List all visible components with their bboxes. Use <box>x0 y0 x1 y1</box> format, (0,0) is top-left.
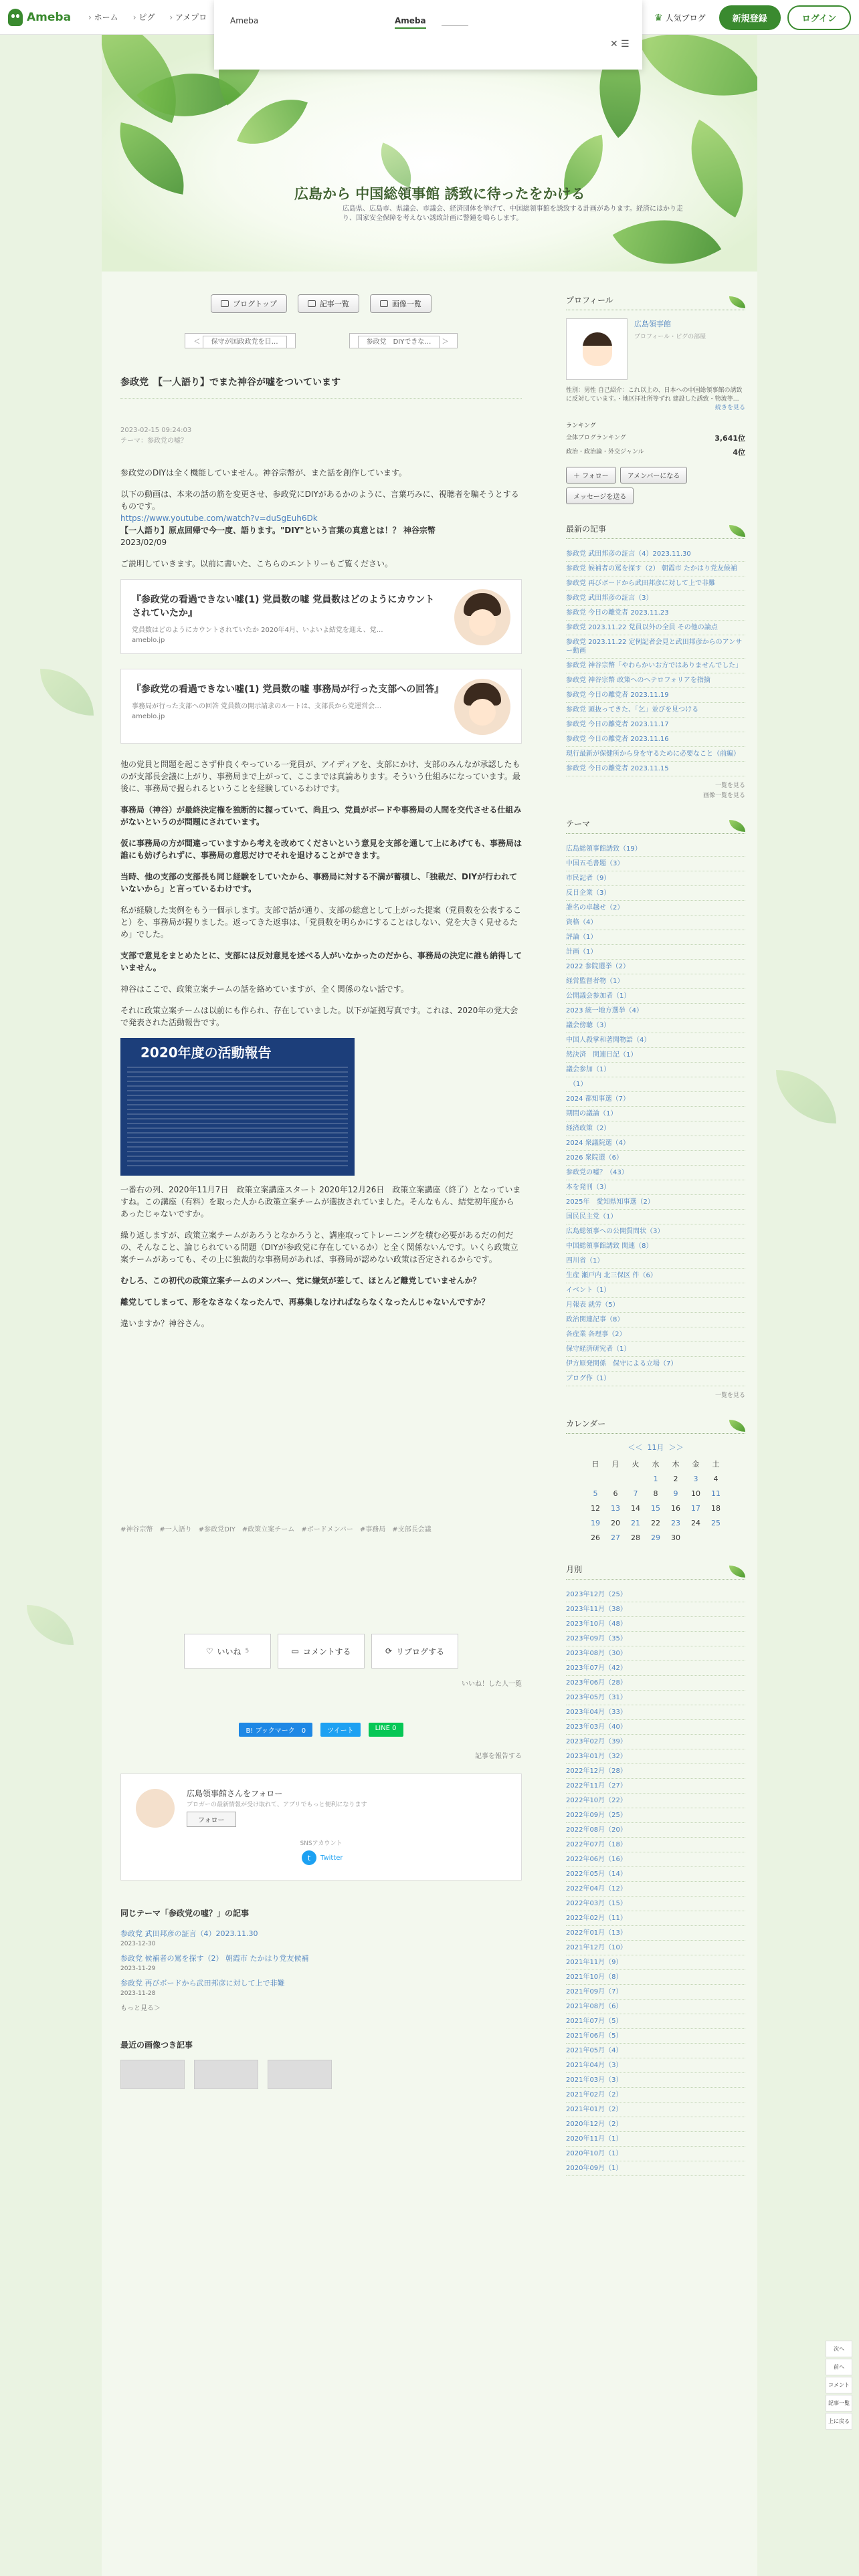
calendar-day[interactable]: 19 <box>591 1518 600 1527</box>
archive-item[interactable]: 2023年10月（48） <box>566 1617 745 1632</box>
link-card-site: ameblo.jp <box>132 637 165 644</box>
list-item[interactable]: 参政党 再びボードから武田邦彦に対して上で非難 2023-11-28 <box>120 1979 285 1997</box>
archive-item[interactable]: 2020年12月（2） <box>566 2117 745 2132</box>
calendar-day[interactable]: 9 <box>673 1489 678 1498</box>
recent-entry-item[interactable]: 参政党 武田邦彦の証言（4）2023.11.30 <box>566 547 745 562</box>
recent-entry-item[interactable]: 参政党 今日の離党者 2023.11.16 <box>566 732 745 747</box>
entry-actions <box>120 1634 522 1669</box>
foliage-decoration <box>776 1070 836 1123</box>
recent-entry-item[interactable]: 参政党 2023.11.22 党員以外の全員 その他の論点 <box>566 621 745 635</box>
archive-item[interactable]: 2023年04月（33） <box>566 1705 745 1720</box>
archive-heading: 月別 <box>566 1564 745 1580</box>
entry-paragraph: 神谷はここで、政策立案チームの話を絡めていますが、全く関係のない話です。 <box>120 984 409 994</box>
archive-item[interactable]: 2022年05月（14） <box>566 1867 745 1882</box>
archive-item[interactable]: 2021年04月（3） <box>566 2058 745 2073</box>
entry-paragraph: 違いますか？神谷さん。 <box>120 1319 209 1328</box>
top-nav <box>88 11 207 23</box>
theme-item[interactable]: 2025年 愛知県知事選（2） <box>566 1195 745 1210</box>
weekday-label: 日 <box>591 1460 599 1469</box>
archive-item[interactable]: 2023年09月（35） <box>566 1632 745 1646</box>
archive-item[interactable]: 2021年05月（4） <box>566 2044 745 2058</box>
entry-paragraph: 参政党のDIYは全く機能していません。神谷宗幣が、また話を創作しています。 <box>120 468 407 477</box>
archive-item[interactable]: 2021年07月（5） <box>566 2014 745 2029</box>
read-more-link[interactable]: 続きを見る <box>714 405 745 411</box>
follow-title: 広島領事館さんをフォロー <box>187 1789 283 1798</box>
calendar-day <box>686 1530 706 1545</box>
theme-item[interactable]: 資格（4） <box>566 916 745 930</box>
nav-home[interactable]: › ホーム <box>88 11 118 23</box>
entry-paragraph: 仮に事務局の方が間違っていますから考えを改めてくださいという意見を支部を通して上にあげても、事務局は誰にも妨げられずに、事務局の意思だけでそれを退けることができます。 <box>120 839 522 860</box>
hashtag[interactable]: #一人語り <box>159 1526 192 1533</box>
theme-item[interactable]: 四川省（1） <box>566 1254 745 1269</box>
sidebar <box>566 294 745 2176</box>
avatar <box>136 1789 175 1828</box>
theme-item[interactable]: 2023 統一地方選挙（4） <box>566 1004 745 1018</box>
theme-item[interactable]: 各産業 各理事（2） <box>566 1327 745 1342</box>
theme-item[interactable]: 保守経済研究者（1） <box>566 1342 745 1357</box>
blog-header <box>102 35 757 272</box>
follow-button[interactable]: フォロー <box>187 1812 236 1827</box>
entry-body <box>120 467 522 1329</box>
avatar-thumbnail <box>454 679 510 735</box>
recent-images-link[interactable]: 画像一覧を見る <box>702 792 745 799</box>
leaf-decoration <box>613 191 722 272</box>
theme-item[interactable]: 参政党の嘘？（43） <box>566 1166 745 1180</box>
list-icon <box>308 300 316 307</box>
ranking-heading: ランキング <box>566 423 596 429</box>
prev-entry-link[interactable]: ＜ 保守が国政政党を目… <box>185 333 295 348</box>
theme-item[interactable]: 市民記者（9） <box>566 871 745 886</box>
ranking-row[interactable]: 政治・政治論・外交ジャンル 4位 <box>566 448 745 457</box>
calendar-prev[interactable]: ＜＜ <box>628 1443 643 1452</box>
camera-icon <box>380 300 388 307</box>
hashtag[interactable]: #神谷宗幣 <box>120 1526 153 1533</box>
theme-item[interactable]: 中国総領事館誘致 関連（8） <box>566 1239 745 1254</box>
entry-paragraph: むしろ、この初代の政策立案チームのメンバー、党に嫌気が差して、ほとんど離党していませんか？ <box>120 1276 481 1285</box>
foliage-decoration <box>40 669 94 716</box>
link-card-site: ameblo.jp <box>132 713 165 720</box>
profile-text: 性別：男性 自己紹介：これ以上の、日本への中国総領事館の誘致に反対しています。・地区拝社所等ずれ 建設した誘致・物流等… 続きを見る <box>566 387 745 411</box>
menu-icon[interactable]: ☰ <box>621 39 630 49</box>
floating-nav <box>826 2341 852 2430</box>
calendar-day[interactable]: 5 <box>593 1489 598 1498</box>
archive-item[interactable]: 2021年08月（6） <box>566 2000 745 2014</box>
theme-item[interactable]: 生産 瀬戸内 北三保区 件（6） <box>566 1269 745 1283</box>
archive-item[interactable]: 2023年07月（42） <box>566 1661 745 1676</box>
archive-item[interactable]: 2022年09月（25） <box>566 1808 745 1823</box>
theme-item[interactable]: 誰名の卓越せ（2） <box>566 901 745 916</box>
leaf-decoration <box>237 84 308 159</box>
recent-entry-item[interactable]: 参政党 2023.11.22 定例記者会見と武田邦彦からのアンサー動画 <box>566 635 745 659</box>
amember-button[interactable]: アメンバーになる <box>620 467 688 484</box>
theme-item[interactable]: 2024 衆議院選（4） <box>566 1136 745 1151</box>
theme-item[interactable]: 広島総領事館誘致（19） <box>566 842 745 857</box>
theme-item[interactable]: 議会参加（1） <box>566 1063 745 1077</box>
link-card-title: 『参政党の看過できない嘘(1) 党員数の嘘 事務局が行った支部への回答』 <box>132 684 444 695</box>
recent-entry-item[interactable]: 参政党 今日の離党者 2023.11.17 <box>566 718 745 732</box>
archive-item[interactable]: 2022年01月（13） <box>566 1926 745 1941</box>
profile-name[interactable]: 広島領事館 <box>634 320 671 328</box>
theme-item[interactable]: 広島総領事への公開質問状（3） <box>566 1224 745 1239</box>
float-top[interactable]: 上に戻る <box>826 2413 852 2430</box>
calendar-day[interactable]: 27 <box>611 1533 620 1542</box>
theme-item[interactable]: 月報表 就労（5） <box>566 1298 745 1313</box>
theme-item[interactable]: 本を発刊（3） <box>566 1180 745 1195</box>
calendar <box>585 1442 726 1545</box>
twitter-link[interactable]: t Twitter <box>302 1850 343 1865</box>
weekday-label: 月 <box>611 1460 619 1469</box>
archive-item[interactable]: 2022年12月（28） <box>566 1764 745 1779</box>
related-heading: 同じテーマ「参政党の嘘？」の記事 <box>120 1909 250 1918</box>
theme-item[interactable]: 然決済 関連日記（1） <box>566 1048 745 1063</box>
weekday-label: 水 <box>652 1460 660 1469</box>
weekday-label: 火 <box>632 1460 640 1469</box>
calendar-day[interactable]: 28 <box>631 1533 640 1542</box>
calendar-grid <box>585 1457 726 1545</box>
float-comment[interactable]: コメント <box>826 2377 852 2393</box>
recent-entry-item[interactable]: 参政党 再びボードから武田邦彦に対して上で非難 <box>566 576 745 591</box>
entry-paragraph: 事務局（神谷）が最終決定権を独断的に握っていて、尚且つ、党員がボードや事務局の人間を交代させる仕組みがないというのが問題にされています。 <box>120 805 522 827</box>
iine-users-link[interactable]: いいね！した人一覧 <box>462 1681 522 1688</box>
ranking <box>566 421 745 457</box>
hashtag[interactable]: #事務局 <box>359 1526 386 1533</box>
leaf-decoration <box>638 35 757 123</box>
recent-entry-item[interactable]: 参政党 今日の離党者 2023.11.23 <box>566 606 745 621</box>
theme-item[interactable]: 評論（1） <box>566 930 745 945</box>
sidebar-actions <box>566 467 745 504</box>
calendar-day[interactable]: 12 <box>591 1503 600 1513</box>
calendar-day[interactable]: 10 <box>691 1489 700 1498</box>
theme-item[interactable]: 反日企業（3） <box>566 886 745 901</box>
calendar-day[interactable]: 3 <box>693 1474 698 1483</box>
main-column <box>120 294 522 2089</box>
calendar-day[interactable]: 2 <box>673 1474 678 1483</box>
latest-images <box>120 2060 522 2089</box>
archive-item[interactable]: 2022年06月（16） <box>566 1852 745 1867</box>
entry-paragraph: 支部で意見をまとめたとに、支部には反対意見を述べる人がいなかったのだから、事務局の決定に誰も納得していません。 <box>120 951 522 972</box>
archive-item[interactable]: 2021年06月（5） <box>566 2029 745 2044</box>
hashtags <box>120 1523 522 1533</box>
list-item[interactable]: 参政党 武田邦彦の証言（4）2023.11.30 2023-12-30 <box>120 1929 258 1947</box>
calendar-day[interactable]: 18 <box>711 1503 721 1513</box>
calendar-day <box>605 1471 626 1486</box>
calendar-day[interactable]: 8 <box>653 1489 658 1498</box>
entry-paragraph: 当時、他の支部の支部長も同じ経験をしていたから、事務局に対する不満が蓄積し、「独裁だ、DIYが行われていないから」と言っているわけです。 <box>120 872 518 893</box>
recent-entry-item[interactable]: 参政党 頭抜ってきた、「乞」並びを見つける <box>566 703 745 718</box>
hashtag[interactable]: #参政党DIY <box>198 1526 235 1533</box>
calendar-day[interactable]: 30 <box>671 1533 680 1542</box>
ameba-logo[interactable]: Ameba <box>8 9 71 26</box>
archive-item[interactable]: 2021年03月（3） <box>566 2073 745 2088</box>
float-entry-list[interactable]: 記事一覧 <box>826 2395 852 2411</box>
theme-item[interactable]: 期間の議論（1） <box>566 1107 745 1121</box>
home-icon <box>221 300 229 307</box>
comment-icon: ▭ <box>291 1646 299 1656</box>
comment-button[interactable]: ▭ コメントする <box>278 1634 365 1669</box>
search-scope-label: Ameba <box>230 16 259 25</box>
archive-item[interactable]: 2022年08月（20） <box>566 1823 745 1838</box>
recent-entries <box>566 547 745 776</box>
avatar-thumbnail <box>454 589 510 645</box>
calendar-day[interactable]: 7 <box>633 1489 638 1498</box>
recent-entry-item[interactable]: 参政党 候補者の罵を探す（2） 朝霞市 たかはり党友候補 <box>566 562 745 576</box>
hashtag[interactable]: #支部長会議 <box>392 1526 432 1533</box>
float-next[interactable]: 次へ <box>826 2341 852 2357</box>
archive-item[interactable]: 2021年12月（10） <box>566 1941 745 1955</box>
theme-item[interactable]: （1） <box>566 1077 745 1092</box>
entry-title[interactable]: 参政党 【一人語り】でまた神谷が嘘をついています <box>120 375 522 399</box>
blog-title[interactable]: 広島から 中国総領事館 誘致に待ったをかける <box>294 186 585 202</box>
archive-item[interactable]: 2023年11月（38） <box>566 1602 745 1617</box>
calendar-day[interactable]: 17 <box>691 1503 700 1513</box>
sns-account-label: SNSアカウント <box>300 1840 343 1847</box>
profile <box>566 318 745 380</box>
reblog-icon: ⟳ <box>385 1646 393 1656</box>
calendar-day <box>706 1530 726 1545</box>
iine-button[interactable]: ♡ いいね 5 <box>184 1634 271 1669</box>
theme-item[interactable]: 2026 衆院選（6） <box>566 1151 745 1166</box>
calendar-next[interactable]: ＞＞ <box>668 1443 684 1452</box>
report-rows <box>127 1066 348 1166</box>
archive-item[interactable]: 2023年06月（28） <box>566 1676 745 1691</box>
calendar-day[interactable]: 13 <box>611 1503 620 1513</box>
theme-item[interactable]: 国民民主党（1） <box>566 1210 745 1224</box>
leaf-decoration <box>110 122 193 195</box>
search-input[interactable] <box>442 25 468 26</box>
recent-entry-item[interactable]: 参政党 武田邦彦の証言（3） <box>566 591 745 606</box>
calendar-day[interactable]: 6 <box>613 1489 618 1498</box>
entry-paragraph: 他の党員と問題を起こさず仲良くやっている一党員が、アイディアを、支部にかけ、支部のみんなが承認したものが支部長会議に上がり、事務局まで上がって、ここまでは真論あります。そういう仕組みになっています。最後に、事務局で握られるということを経験しているわけです。 <box>120 760 520 793</box>
link-card-desc: 事務局が行った支部への回答 党員数の開示請求のルートは、支部長から党運営会… <box>132 703 382 710</box>
recent-entry-item[interactable]: 参政党 今日の離党者 2023.11.19 <box>566 688 745 703</box>
weekday-label: 木 <box>672 1460 680 1469</box>
entry-paragraph: 離党してしまって、形をなさなくなったんで、再募集しなければならなくなったんじゃないんですか？ <box>120 1297 490 1307</box>
latest-image-thumb[interactable] <box>194 2060 258 2089</box>
theme-more-link[interactable]: 一覧を見る <box>714 1392 745 1399</box>
latest-images-heading: 最近の画像つき記事 <box>120 2040 193 2050</box>
theme-heading: テーマ <box>566 818 745 834</box>
foliage-decoration <box>27 1605 74 1645</box>
archive-item[interactable]: 2023年01月（32） <box>566 1749 745 1764</box>
entry-paragraph: 以下の動画は、本来の話の筋を変更させ、参政党にDIYがあるかのように、言葉巧みに、視聴者を騙そうとするものです。 https://www.youtube.com/watch?v=duSgEuh6Dk 【一人語り】原点回帰で今一度、語ります。"DIY"という言葉の真意とは！？ 神谷宗幣 2023/02/09 <box>120 490 519 547</box>
entry-paragraph: ご説明していきます。以前に書いた、こちらのエントリーもご覧ください。 <box>120 559 393 568</box>
nav-amepro[interactable]: › アメプロ <box>169 11 207 23</box>
calendar-day[interactable]: 22 <box>651 1518 660 1527</box>
twitter-icon: t <box>302 1850 316 1865</box>
theme-item[interactable]: 経済政策（2） <box>566 1121 745 1136</box>
calendar-day[interactable]: 1 <box>653 1474 658 1483</box>
archive-item[interactable]: 2022年10月（22） <box>566 1794 745 1808</box>
blog-top-button[interactable]: ブログトップ <box>211 294 287 313</box>
list-item[interactable]: 参政党 候補者の罵を探す（2） 朝霞市 たかはり党友候補 2023-11-29 <box>120 1954 309 1972</box>
report-entry-link[interactable]: 記事を報告する <box>475 1753 522 1760</box>
search-panel <box>214 0 642 70</box>
weekday-label: 土 <box>712 1460 720 1469</box>
ranking-row[interactable]: 全体ブログランキング 3,641位 <box>566 434 745 443</box>
share-buttons <box>120 1723 522 1737</box>
calendar-day <box>626 1471 646 1486</box>
calendar-day[interactable]: 16 <box>671 1503 680 1513</box>
message-button[interactable]: メッセージを送る <box>566 488 634 504</box>
close-icon[interactable]: ✕ <box>610 39 618 49</box>
archive-item[interactable]: 2023年08月（30） <box>566 1646 745 1661</box>
calendar-day[interactable]: 29 <box>651 1533 660 1542</box>
latest-image-thumb[interactable] <box>120 2060 185 2089</box>
recent-entry-item[interactable]: 現行最新が保健所から身を守るために必要なこと（前編） <box>566 747 745 762</box>
recent-entry-item[interactable]: 参政党 今日の離党者 2023.11.15 <box>566 762 745 776</box>
heart-icon: ♡ <box>205 1646 213 1656</box>
profile-heading: プロフィール <box>566 294 745 310</box>
nav-pigg[interactable]: › ピグ <box>133 11 155 23</box>
theme-item[interactable]: 公開議会参加者（1） <box>566 989 745 1004</box>
entry-paragraph: 一番右の列、2020年11月7日 政策立案講座スタート 2020年12月26日 政策立案講座（終了）となっていますね。この講座（有料）を取った人から政策立案チームが選抜されていました。そんなもん、結党初年度からあったじゃないですか。 <box>120 1185 521 1218</box>
recent-entry-item[interactable]: 参政党 神谷宗幣「やわらかいお方ではありませんでした」 <box>566 659 745 673</box>
related-list <box>120 1928 522 1997</box>
leaf-decoration <box>666 120 757 218</box>
leaf-decoration <box>371 142 420 188</box>
blog-description: 広島県、広島市、県議会、市議会、経済団体を挙げて、中国総領事館を誘致する計画があります。経済にはかり走り、国家安全保障を考えない誘致計画に警鐘を鳴らします。 <box>343 205 683 222</box>
archive-item[interactable]: 2023年02月（39） <box>566 1735 745 1749</box>
calendar-day[interactable]: 25 <box>711 1518 721 1527</box>
entry-paragraph: 繰り返しますが、政策立案チームがあろうとなかろうと、講座取ってトレーニングを積む必要があるだの何だの、そんなこと、論じられている問題（DIYが参政党に存在しているか）と全く関係ないんです。いくら政策立案チームがあっても、その上に独裁的な事務局があれば、事務局が認めない政策は否定されるからです。 <box>120 1230 518 1264</box>
hashtag[interactable]: #政策立案チーム <box>242 1526 295 1533</box>
blog-nav <box>120 294 522 313</box>
calendar-heading: カレンダー <box>566 1418 745 1434</box>
hashtag[interactable]: #ボードメンバー <box>301 1526 353 1533</box>
calendar-day[interactable]: 14 <box>631 1503 640 1513</box>
archive-item[interactable]: 2022年04月（12） <box>566 1882 745 1897</box>
profile-avatar[interactable] <box>566 318 628 380</box>
register-button[interactable]: 新規登録 <box>719 5 781 30</box>
archive-item[interactable]: 2023年12月（25） <box>566 1588 745 1602</box>
calendar-day[interactable]: 23 <box>671 1518 680 1527</box>
entry-paragraph: 私が経験した実例をもう一個示します。支部で話が通り、支部の総意として上がった提案（党員数を公表すること）を、事務局が握りました。返ってきた返事は、「党員数を明らかにすることはしない、党を大きく見せるため」でした。 <box>120 905 522 939</box>
recent-heading: 最新の記事 <box>566 523 745 539</box>
reblog-button[interactable]: ⟳ リブログする <box>371 1634 458 1669</box>
theme-item[interactable]: 経営監督者物（1） <box>566 974 745 989</box>
recent-entry-item[interactable]: 参政党 神谷宗幣 政策へのヘテロフォリアを指摘 <box>566 673 745 688</box>
calendar-day[interactable]: 24 <box>691 1518 700 1527</box>
calendar-month: ＜＜ 11月 ＞＞ <box>628 1443 684 1452</box>
theme-item[interactable]: 2022 参院選挙（2） <box>566 960 745 974</box>
archive-item[interactable]: 2020年11月（1） <box>566 2132 745 2147</box>
entry-pager <box>120 333 522 348</box>
entry-theme[interactable]: テーマ：参政党の嘘？ <box>120 437 187 445</box>
theme-item[interactable]: 2024 都知事選（7） <box>566 1092 745 1107</box>
calendar-day[interactable]: 4 <box>713 1474 719 1483</box>
archive-item[interactable]: 2021年10月（8） <box>566 1970 745 1985</box>
follow-description: ブロガーの最新情報が受け取れて、アプリでもっと便利になります <box>187 1802 367 1808</box>
entry-meta <box>120 425 522 447</box>
activity-report-image[interactable] <box>120 1038 355 1176</box>
follow-box <box>120 1774 522 1881</box>
entry-list-button[interactable]: 記事一覧 <box>298 294 359 313</box>
link-card-desc: 党員数はどのようにカウントされていたか 2020年4月、いよいよ結党を迎え、党… <box>132 627 383 634</box>
youtube-link[interactable]: https://www.youtube.com/watch?v=duSgEuh6Dk <box>120 514 318 523</box>
popular-blog-link[interactable]: ♛ 人気ブログ <box>654 12 706 23</box>
archive-item[interactable]: 2022年03月（15） <box>566 1897 745 1911</box>
tweet-button[interactable]: ツイート <box>320 1723 361 1737</box>
archive-item[interactable]: 2021年02月（2） <box>566 2088 745 2103</box>
archive-list <box>566 1588 745 2176</box>
link-card[interactable] <box>120 579 522 654</box>
archive-item[interactable]: 2022年02月（11） <box>566 1911 745 1926</box>
theme-item[interactable]: 計画（1） <box>566 945 745 960</box>
theme-item[interactable]: 政治関連記事（8） <box>566 1313 745 1327</box>
theme-item[interactable]: ブログ作（1） <box>566 1372 745 1386</box>
weekday-label: 金 <box>692 1460 700 1469</box>
link-card[interactable] <box>120 669 522 744</box>
iine-count: 5 <box>245 1648 250 1654</box>
latest-image-thumb[interactable] <box>268 2060 332 2089</box>
profile-link[interactable]: プロフィール・ピグの部屋 <box>634 334 706 340</box>
link-card-title: 『参政党の看過できない嘘(1) 党員数の嘘 党員数はどのようにカウントされていたか』 <box>132 595 435 619</box>
theme-item[interactable]: イベント（1） <box>566 1283 745 1298</box>
search-tab-ameba[interactable]: Ameba <box>395 16 426 29</box>
hatena-bookmark-button[interactable]: B! ブックマーク 0 <box>239 1723 312 1737</box>
calendar-day[interactable]: 20 <box>611 1518 620 1527</box>
theme-list <box>566 842 745 1386</box>
theme-item[interactable]: 中国五毛書題（3） <box>566 857 745 871</box>
archive-item[interactable]: 2020年10月（1） <box>566 2147 745 2161</box>
login-button[interactable]: ログイン <box>787 5 851 30</box>
float-prev[interactable]: 前へ <box>826 2359 852 2375</box>
calendar-day[interactable]: 15 <box>651 1503 660 1513</box>
theme-item[interactable]: 中国人殺掌和著聞物語（4） <box>566 1033 745 1048</box>
archive-item[interactable]: 2021年09月（7） <box>566 1985 745 2000</box>
calendar-day[interactable]: 21 <box>631 1518 640 1527</box>
calendar-day[interactable]: 11 <box>711 1489 721 1498</box>
archive-item[interactable]: 2022年07月（18） <box>566 1838 745 1852</box>
calendar-day[interactable]: 26 <box>591 1533 600 1542</box>
archive-item[interactable]: 2023年03月（40） <box>566 1720 745 1735</box>
entry-paragraph: それに政策立案チームは以前にも作られ、存在していました。以下が証拠写真です。これは、2020年の党大会で発表された活動報告です。 <box>120 1006 518 1027</box>
next-entry-link[interactable]: 参政党 DIYできな… ＞ <box>349 333 458 348</box>
archive-item[interactable]: 2022年11月（27） <box>566 1779 745 1794</box>
theme-item[interactable]: 伊方原発関係 保守による立場（7） <box>566 1357 745 1372</box>
calendar-day <box>585 1471 605 1486</box>
crown-icon: ♛ <box>654 12 663 23</box>
archive-item[interactable]: 2021年01月（2） <box>566 2103 745 2117</box>
ameba-logo-icon <box>8 9 23 26</box>
archive-item[interactable]: 2020年09月（1） <box>566 2161 745 2176</box>
activity-report-caption: 2020年度の活動報告 <box>140 1045 272 1061</box>
archive-item[interactable]: 2023年05月（31） <box>566 1691 745 1705</box>
follow-button[interactable]: ＋ フォロー <box>566 467 616 484</box>
top-right-actions <box>654 5 851 30</box>
recent-more-link[interactable]: 一覧を見る <box>714 782 745 789</box>
archive-item[interactable]: 2021年11月（9） <box>566 1955 745 1970</box>
entry-date: 2023-02-15 09:24:03 <box>120 427 192 434</box>
related-more-link[interactable]: もっと見る＞ <box>120 2005 161 2012</box>
theme-item[interactable]: 議会傍聴（3） <box>566 1018 745 1033</box>
line-button[interactable]: LINE 0 <box>369 1723 403 1737</box>
image-list-button[interactable]: 画像一覧 <box>370 294 432 313</box>
